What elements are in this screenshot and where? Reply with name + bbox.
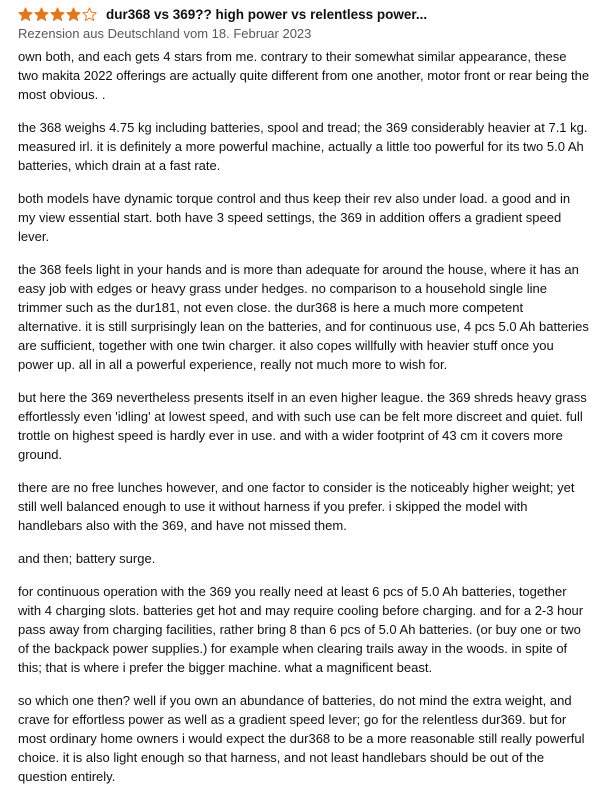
star-filled-icon <box>34 7 49 22</box>
review-paragraph: for continuous operation with the 369 you really need at least 6 pcs of 5.0 Ah batteries, together with 4 charging slots. batteries get hot and may require cooling before charging. and for a 2-3 hour pass away from charging facilities, rather bring 8 than 6 pcs of 5.0 Ah batteries. (or buy one or two of the backpack power supplies.) for example when clearing trails away in the woods. in spite of this; that is where i prefer the bigger machine. what a magnificent beast. <box>18 584 584 675</box>
star-empty-icon <box>82 7 97 22</box>
review-paragraph: there are no free lunches however, and one factor to consider is the noticeably higher weight; yet still well balanced enough to use it without harness if you prefer. i skipped the model with handlebars also with the 369, and have not missed them. <box>18 480 575 533</box>
review-body <box>18 47 590 786</box>
review-paragraph: own both, and each gets 4 stars from me. contrary to their somewhat similar appearance, these two makita 2022 offerings are actually quite different from one another, motor front or rear being the most obvious. . <box>18 49 590 102</box>
review-paragraph: the 368 weighs 4.75 kg including batteries, spool and tread; the 369 considerably heavier at 7.1 kg. measured irl. it is definitely a more powerful machine, actually a little too powerful for its two 5.0 Ah batteries, which drain at a fast rate. <box>18 120 588 173</box>
star-filled-icon <box>50 7 65 22</box>
review-paragraph: but here the 369 nevertheless presents itself in an even higher league. the 369 shreds heavy grass effortlessly even 'idling' at lowest speed, and with such use can be felt more discreet and quiet. full trottle on highest speed is hardly ever in use. and with a wider footprint of 43 cm it covers more ground. <box>18 390 587 462</box>
review-title[interactable]: dur368 vs 369?? high power vs relentless power... <box>106 6 428 22</box>
star-filled-icon <box>66 7 81 22</box>
star-rating[interactable] <box>18 7 98 22</box>
review-paragraph: and then; battery surge. <box>18 551 156 566</box>
review-paragraph: the 368 feels light in your hands and is more than adequate for around the house, where it has an easy job with edges or heavy grass under hedges. no comparison to a household single line trimmer such as the dur181, not even close. the dur368 is here a much more competent alternative. it is still surprisingly lean on the batteries, and for continuous use, 4 pcs 5.0 Ah batteries are sufficient, together with one twin charger. it also copes willfully with heavier stuff once you power up. all in all a powerful experience, really not much more to wish for. <box>18 262 589 372</box>
review-paragraph: so which one then? well if you own an abundance of batteries, do not mind the extra weight, and crave for effortless power as well as a gradient speed lever; go for the relentless dur369. but for most ordinary home owners i would expect the dur368 to be a more reasonable still really powerful choice. it is also light enough so that harness, and not least handlebars should be out of the question entirely. <box>18 693 585 784</box>
star-filled-icon <box>18 7 33 22</box>
review-header <box>18 4 590 24</box>
review-paragraph: both models have dynamic torque control and thus keep their rev also under load. a good and in my view essential start. both have 3 speed settings, the 369 in addition offers a gradient speed lever. <box>18 191 571 244</box>
review-meta: Rezension aus Deutschland vom 18. Februar 2023 <box>18 26 312 41</box>
